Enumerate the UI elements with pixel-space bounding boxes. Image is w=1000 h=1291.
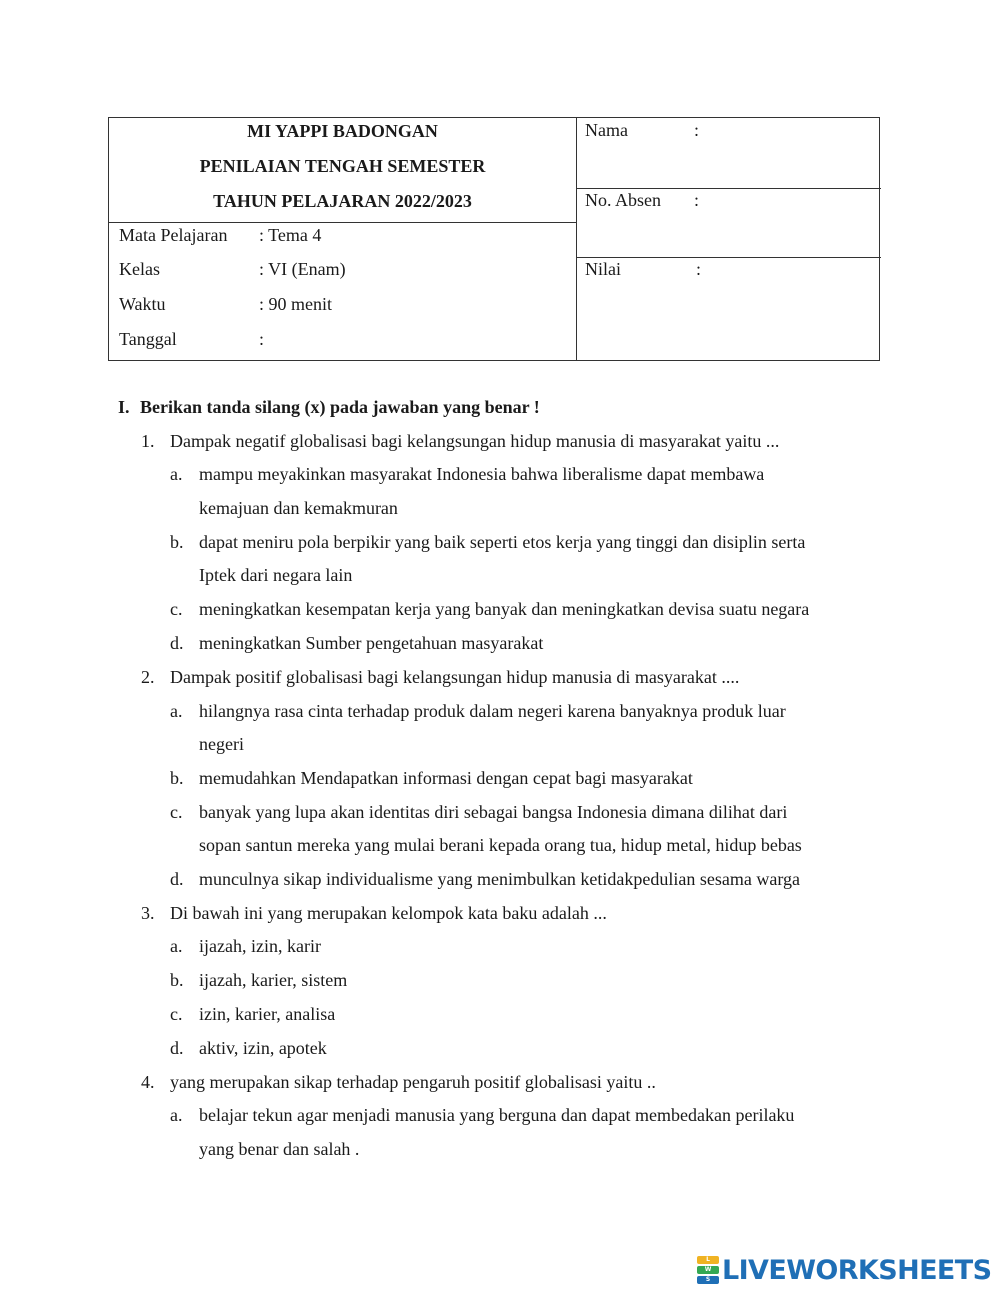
question-3-option-d[interactable] bbox=[170, 1038, 327, 1059]
question-1 bbox=[141, 431, 779, 452]
time-value: : 90 menit bbox=[259, 294, 332, 314]
question-4 bbox=[141, 1072, 656, 1093]
header-divider-right-2 bbox=[576, 257, 881, 258]
question-2 bbox=[141, 667, 739, 688]
header-table bbox=[108, 117, 880, 361]
question-number: 4. bbox=[141, 1072, 155, 1092]
option-text-continued: sopan santun mereka yang mulai berani kepada orang tua, hidup metal, hidup bebas bbox=[199, 835, 802, 855]
option-letter: d. bbox=[170, 1038, 184, 1058]
option-text: hilangnya rasa cinta terhadap produk dalam negeri karena banyaknya produk luar bbox=[199, 701, 786, 721]
question-number: 1. bbox=[141, 431, 155, 451]
option-letter: c. bbox=[170, 802, 183, 822]
section-number: I. bbox=[118, 397, 130, 417]
subject-label: Mata Pelajaran bbox=[119, 225, 228, 245]
question-1-option-d[interactable] bbox=[170, 633, 543, 654]
option-text: belajar tekun agar menjadi manusia yang berguna dan dapat membedakan perilaku bbox=[199, 1105, 795, 1125]
question-text: Di bawah ini yang merupakan kelompok kata baku adalah ... bbox=[170, 903, 607, 923]
option-text-continued: negeri bbox=[199, 734, 244, 754]
option-text: memudahkan Mendapatkan informasi dengan cepat bagi masyarakat bbox=[199, 768, 693, 788]
option-letter: b. bbox=[170, 532, 184, 552]
option-letter: c. bbox=[170, 599, 183, 619]
option-letter: b. bbox=[170, 970, 184, 990]
option-text-continued: Iptek dari negara lain bbox=[199, 565, 353, 585]
question-2-option-d[interactable] bbox=[170, 869, 800, 890]
option-text-continued: kemajuan dan kemakmuran bbox=[199, 498, 398, 518]
option-text: munculnya sikap individualisme yang menimbulkan ketidakpedulian sesama warga bbox=[199, 869, 801, 889]
logo-block-l: L bbox=[697, 1256, 719, 1264]
option-text: aktiv, izin, apotek bbox=[199, 1038, 327, 1058]
question-1-option-b[interactable] bbox=[170, 532, 805, 553]
section-instruction: Berikan tanda silang (x) pada jawaban yang benar ! bbox=[140, 397, 540, 417]
option-text: mampu meyakinkan masyarakat Indonesia bahwa liberalisme dapat membawa bbox=[199, 464, 765, 484]
question-text: Dampak positif globalisasi bagi kelangsungan hidup manusia di masyarakat .... bbox=[170, 667, 740, 687]
time-label: Waktu bbox=[119, 294, 166, 314]
logo-block-s: S bbox=[697, 1276, 719, 1284]
option-text-continued: yang benar dan salah . bbox=[199, 1139, 360, 1159]
question-3-option-b[interactable] bbox=[170, 970, 347, 991]
option-letter: a. bbox=[170, 464, 183, 484]
question-1-option-c[interactable] bbox=[170, 599, 809, 620]
class-label: Kelas bbox=[119, 259, 160, 279]
question-text: Dampak negatif globalisasi bagi kelangsungan hidup manusia di masyarakat yaitu ... bbox=[170, 431, 780, 451]
question-2-option-a[interactable] bbox=[170, 701, 786, 722]
option-text: dapat meniru pola berpikir yang baik seperti etos kerja yang tinggi dan disiplin serta bbox=[199, 532, 806, 552]
option-text: meningkatkan kesempatan kerja yang banyak dan meningkatkan devisa suatu negara bbox=[199, 599, 810, 619]
question-number: 3. bbox=[141, 903, 155, 923]
subject-value: : Tema 4 bbox=[259, 225, 322, 245]
option-letter: a. bbox=[170, 936, 183, 956]
header-divider-right-1 bbox=[576, 188, 881, 189]
option-text: ijazah, karier, sistem bbox=[199, 970, 348, 990]
liveworksheets-logo bbox=[697, 1253, 991, 1287]
question-2-option-b[interactable] bbox=[170, 768, 693, 789]
exam-title: PENILAIAN TENGAH SEMESTER bbox=[199, 156, 486, 176]
option-letter: c. bbox=[170, 1004, 183, 1024]
name-field[interactable]: : bbox=[694, 120, 700, 140]
name-label: Nama bbox=[585, 120, 628, 140]
question-3 bbox=[141, 903, 607, 924]
question-2-option-c[interactable] bbox=[170, 802, 787, 823]
question-number: 2. bbox=[141, 667, 155, 687]
class-value: : VI (Enam) bbox=[259, 259, 346, 279]
date-label: Tanggal bbox=[119, 329, 177, 349]
question-4-option-a[interactable] bbox=[170, 1105, 794, 1126]
option-letter: b. bbox=[170, 768, 184, 788]
absen-label: No. Absen bbox=[585, 190, 661, 210]
question-3-option-c[interactable] bbox=[170, 1004, 335, 1025]
section-heading bbox=[118, 397, 540, 418]
date-value[interactable]: : bbox=[259, 329, 265, 349]
header-divider-vertical bbox=[576, 118, 577, 360]
academic-year: TAHUN PELAJARAN 2022/2023 bbox=[213, 191, 472, 211]
question-text: yang merupakan sikap terhadap pengaruh positif globalisasi yaitu .. bbox=[170, 1072, 656, 1092]
question-3-option-a[interactable] bbox=[170, 936, 321, 957]
option-text: izin, karier, analisa bbox=[199, 1004, 336, 1024]
option-text: meningkatkan Sumber pengetahuan masyarakat bbox=[199, 633, 544, 653]
option-letter: d. bbox=[170, 869, 184, 889]
question-1-option-a[interactable] bbox=[170, 464, 764, 485]
score-label: Nilai bbox=[585, 259, 621, 279]
absen-field[interactable]: : bbox=[694, 190, 700, 210]
liveworksheets-wordmark: LIVEWORKSHEETS bbox=[722, 1254, 992, 1286]
header-divider-left bbox=[109, 222, 576, 223]
option-letter: a. bbox=[170, 701, 183, 721]
option-letter: a. bbox=[170, 1105, 183, 1125]
logo-block-w: W bbox=[697, 1266, 719, 1274]
option-text: ijazah, izin, karir bbox=[199, 936, 321, 956]
option-letter: d. bbox=[170, 633, 184, 653]
school-name: MI YAPPI BADONGAN bbox=[247, 121, 438, 141]
score-field[interactable]: : bbox=[696, 259, 702, 279]
option-text: banyak yang lupa akan identitas diri sebagai bangsa Indonesia dimana dilihat dari bbox=[199, 802, 788, 822]
liveworksheets-icon bbox=[697, 1256, 719, 1284]
